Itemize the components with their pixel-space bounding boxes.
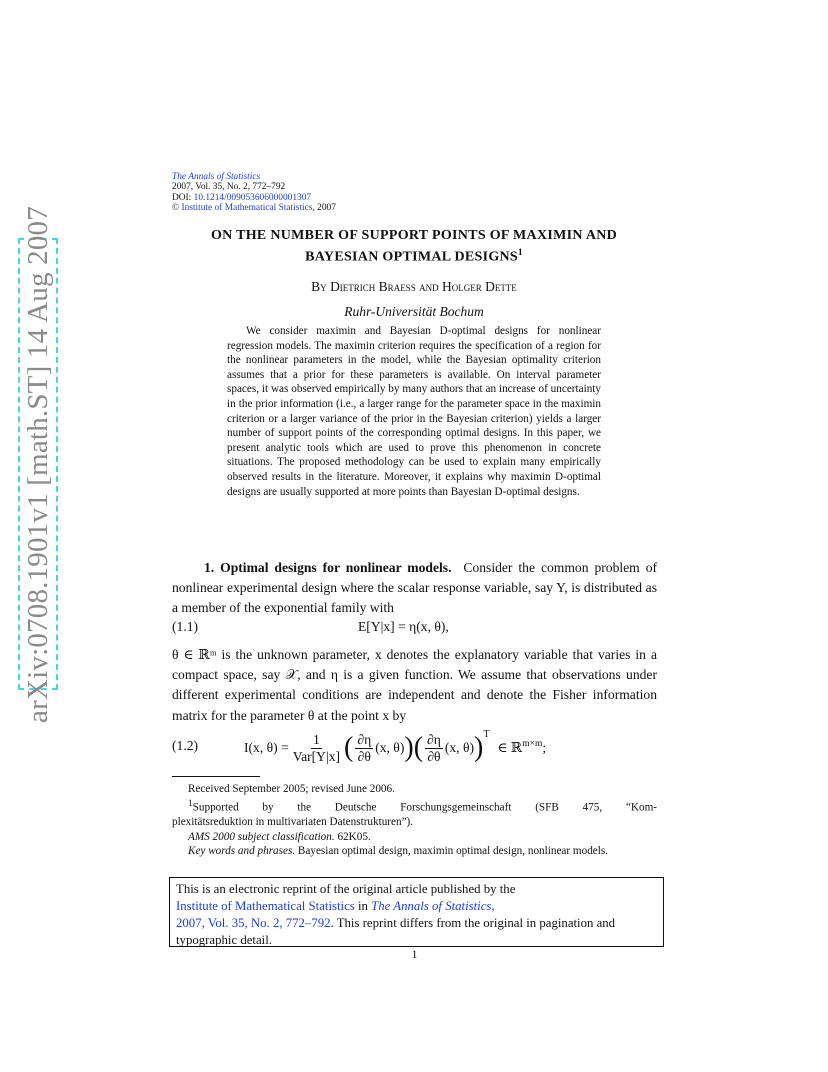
reprint-rest: . This reprint differs from the original in pagination and typographic detail. <box>176 916 616 947</box>
section-intro-text: Consider the common problem of nonlinear experimental design where the scalar response variable, say Y, is distributed as a member of the exponential family with <box>172 560 658 616</box>
ims-link[interactable]: Institute of Mathematical Statistics <box>181 203 313 214</box>
affiliation: Ruhr-Universität Bochum <box>344 304 484 319</box>
section-1-intro <box>172 558 657 619</box>
ams-classification <box>172 830 657 845</box>
authors-by: By <box>311 279 331 294</box>
keywords <box>172 844 657 859</box>
equation-number: (1.2) <box>172 738 199 753</box>
journal-link-2[interactable]: The Annals of Statistics <box>371 899 492 913</box>
received-date: Received September 2005; revised June 2006. <box>188 783 395 795</box>
eq-end: ; <box>542 740 547 755</box>
eq-arg-2: (x, θ) <box>444 740 475 755</box>
citation-link[interactable]: 2007, Vol. 35, No. 2, 772–792 <box>176 916 331 930</box>
keywords-label: Key words and phrases. <box>188 845 296 858</box>
section-1-paragraph-2 <box>172 645 657 726</box>
eq-partial-1 <box>355 732 373 765</box>
doi-line <box>172 193 336 203</box>
copyright-mark: © <box>172 203 182 214</box>
reprint-line-2 <box>176 898 657 915</box>
title-line-1: ON THE NUMBER OF SUPPORT POINTS OF MAXIMIN AND <box>210 228 618 243</box>
eq-paren-open: ( <box>344 732 354 763</box>
footnote-1-line-1 <box>172 797 657 815</box>
eq-fraction <box>291 732 342 765</box>
eq-arg: (x, θ) <box>375 740 405 755</box>
doi-link[interactable]: 10.1214/009053606000001307 <box>193 192 312 203</box>
ams-code: 62K05. <box>334 830 371 843</box>
title-line-2 <box>172 244 656 266</box>
eq-transpose: T <box>483 728 490 740</box>
eq-partial-den: ∂θ <box>357 748 371 764</box>
eq-partial-num: ∂η <box>357 731 372 747</box>
ams-label: AMS 2000 subject classification. <box>188 830 335 843</box>
equation-1-1 <box>172 619 657 639</box>
reprint-in: in <box>354 899 372 913</box>
reprint-comma: , <box>491 899 495 913</box>
eq-partial-den-2: ∂θ <box>427 748 441 764</box>
arxiv-id: arXiv:0708.1901v1 [math.ST] 14 Aug 2007 <box>21 205 54 723</box>
authors <box>172 279 656 295</box>
journal-header <box>172 172 336 214</box>
reprint-line-3 <box>176 915 657 949</box>
footnote-1-line-2: plexitätsreduktion in multivariaten Datenstrukturen”). <box>172 815 414 828</box>
eq-lhs: I(x, θ) = <box>244 740 289 755</box>
eq-partial-2 <box>425 732 443 765</box>
eq-paren-close-2: ) <box>474 732 484 763</box>
footnote-rule <box>172 776 260 777</box>
equation-body <box>244 722 546 774</box>
eq-paren-open-2: ( <box>413 732 424 763</box>
arxiv-stamp <box>18 205 58 723</box>
eq-rhs: ∈ ℝ <box>497 740 523 755</box>
eq-frac-num: 1 <box>313 731 320 747</box>
title-footnote-mark: 1 <box>518 247 523 257</box>
footnote-1-text: Supported by the Deutsche Forschungsgemeinschaft (SFB 475, “Kom- <box>192 801 657 814</box>
eq-frac-den: Var[Y|x] <box>292 748 341 764</box>
volume-line: 2007, Vol. 35, No. 2, 772–792 <box>172 182 286 193</box>
authors-names: Dietrich Braess and Holger Dette <box>330 279 517 294</box>
paper-title <box>172 228 656 266</box>
doi-label: DOI: <box>172 192 194 203</box>
reprint-line-1: This is an electronic reprint of the original article published by the <box>176 882 516 896</box>
copyright-line <box>172 203 336 213</box>
page-number: 1 <box>411 949 418 961</box>
copyright-year: , 2007 <box>312 203 336 214</box>
publisher-link[interactable]: Institute of Mathematical Statistics <box>176 899 355 913</box>
eq-paren-close: ) <box>404 732 414 763</box>
reprint-notice <box>169 877 664 947</box>
abstract-text: We consider maximin and Bayesian D-optimal designs for nonlinear regression models. The maximin criterion requires the specification of a region for the nonlinear parameters in the model, while the Bayesian optimality criterion assumes that a prior for these parameters is available. On interval parameter spaces, it was observed empirically by many authors that an increase of uncertainty in the prior information (i.e., a larger range for the parameter space in the maximin criterion or a larger variance of the prior in the Bayesian criterion) yields a larger number of support points of the corresponding optimal designs. In this paper, we present analytic tools which are used to prove this phenomenon in concrete situations. The proposed methodology can be used to explain many empirically observed results in the literature. Moreover, it explains why maximin D-optimal designs are usually supported at more points than Bayesian D-optimal designs. <box>227 325 601 498</box>
paragraph-text: θ ∈ ℝᵐ is the unknown parameter, x denotes the explanatory variable that varies in a compact space, say 𝒳, and η is a given function. We assume that observations under different experimental conditions are independent and denote the Fisher information matrix for the parameter θ at the point x by <box>172 647 657 723</box>
keywords-text: Bayesian optimal design, maximin optimal design, nonlinear models. <box>295 845 609 858</box>
footnotes <box>172 782 657 859</box>
equation-body: E[Y|x] = η(x, θ), <box>358 619 449 634</box>
footnote-1-mark: 1 <box>188 798 193 809</box>
eq-rhs-sup: m×m <box>522 739 543 749</box>
eq-partial-num-2: ∂η <box>427 731 441 747</box>
equation-number: (1.1) <box>172 619 199 634</box>
equation-1-2 <box>172 722 657 774</box>
title-line-2-text: BAYESIAN OPTIMAL DESIGNS <box>305 249 519 265</box>
abstract <box>227 324 601 499</box>
section-heading: 1. Optimal designs for nonlinear models. <box>204 560 452 575</box>
journal-link[interactable]: The Annals of Statistics <box>172 172 261 182</box>
